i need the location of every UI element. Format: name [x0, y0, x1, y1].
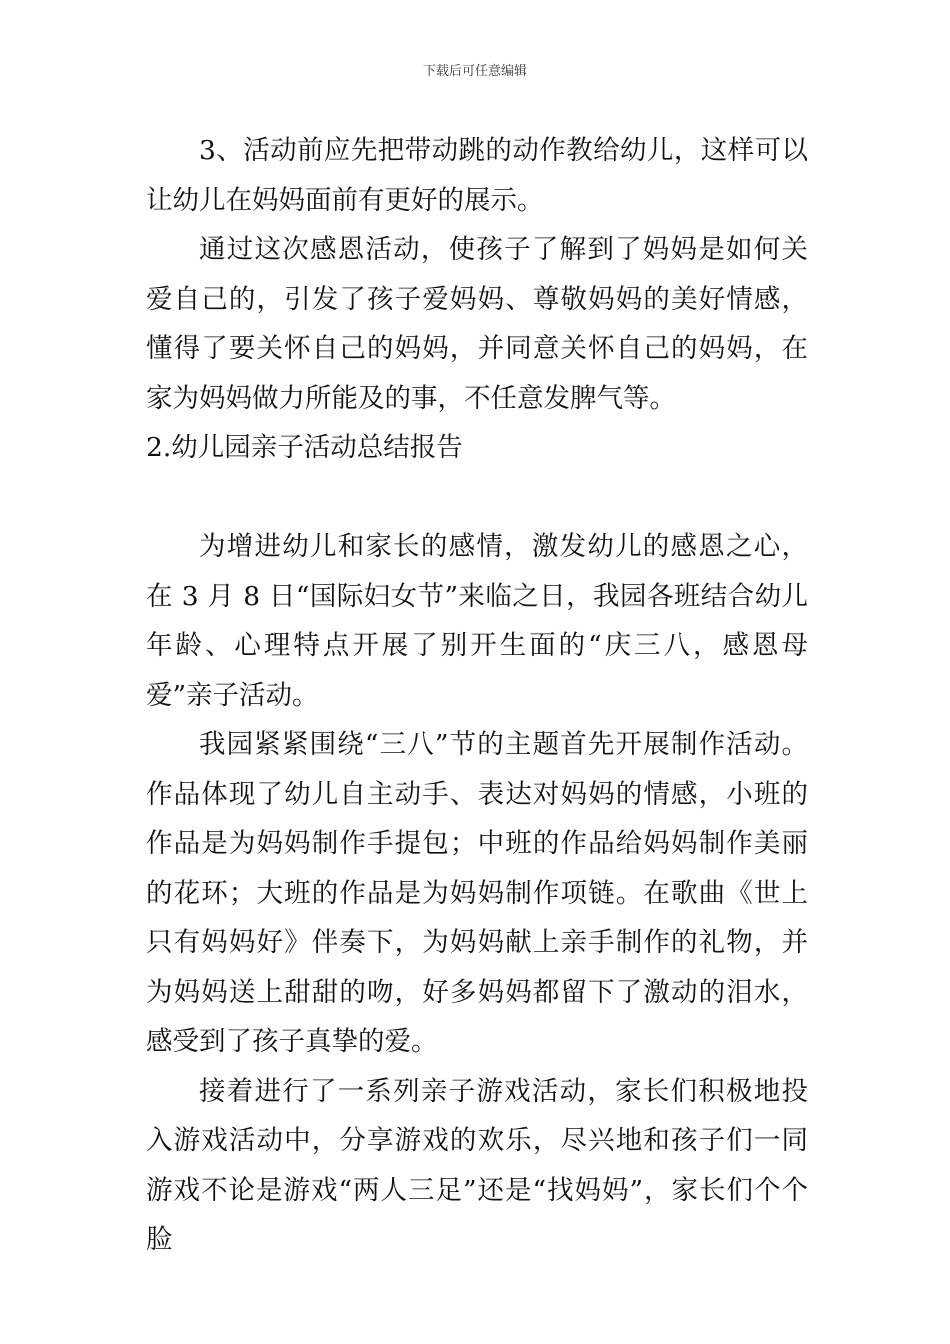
paragraph-activity-result: 通过这次感恩活动，使孩子了解到了妈妈是如何关爱自己的，引发了孩子爱妈妈、尊敬妈妈的美好情感，懂得了要关怀自己的妈妈，并同意关怀自己的妈妈，在家为妈妈做力所能及的事，不任意发脾气等。	[146, 234, 808, 414]
paragraph-crafts: 我园紧紧围绕“三八”节的主题首先开展制作活动。作品体现了幼儿自主动手、表达对妈妈的情感，小班的作品是为妈妈制作手提包；中班的作品给妈妈制作美丽的花环；大班的作品是为妈妈制作项链。在歌曲《世上只有妈妈好》伴奏下，为妈妈献上亲手制作的礼物，并为妈妈送上甜甜的吻，好多妈妈都留下了激动的泪水，感受到了孩子真挚的爱。	[146, 729, 808, 1057]
section-heading: 2.幼儿园亲子活动总结报告	[146, 432, 463, 463]
paragraph-activity-tip: 3、活动前应先把带动跳的动作教给幼儿，这样可以让幼儿在妈妈面前有更好的展示。	[146, 135, 808, 216]
paragraph-games: 接着进行了一系列亲子游戏活动，家长们积极地投入游戏活动中，分享游戏的欢乐，尽兴地和孩子们一同游戏不论是游戏“两人三足”还是“找妈妈”，家长们个个脸	[146, 1075, 808, 1255]
paragraph-intro: 为增进幼儿和家长的感情，激发幼儿的感恩之心，在 3 月 8 日“国际妇女节”来临之日，我园各班结合幼儿年龄、心理特点开展了别开生面的“庆三八，感恩母爱”亲子活动。	[146, 531, 808, 711]
document-body	[146, 126, 808, 1265]
blank-line	[146, 473, 808, 523]
page-header: 下载后可任意编辑	[422, 64, 527, 79]
